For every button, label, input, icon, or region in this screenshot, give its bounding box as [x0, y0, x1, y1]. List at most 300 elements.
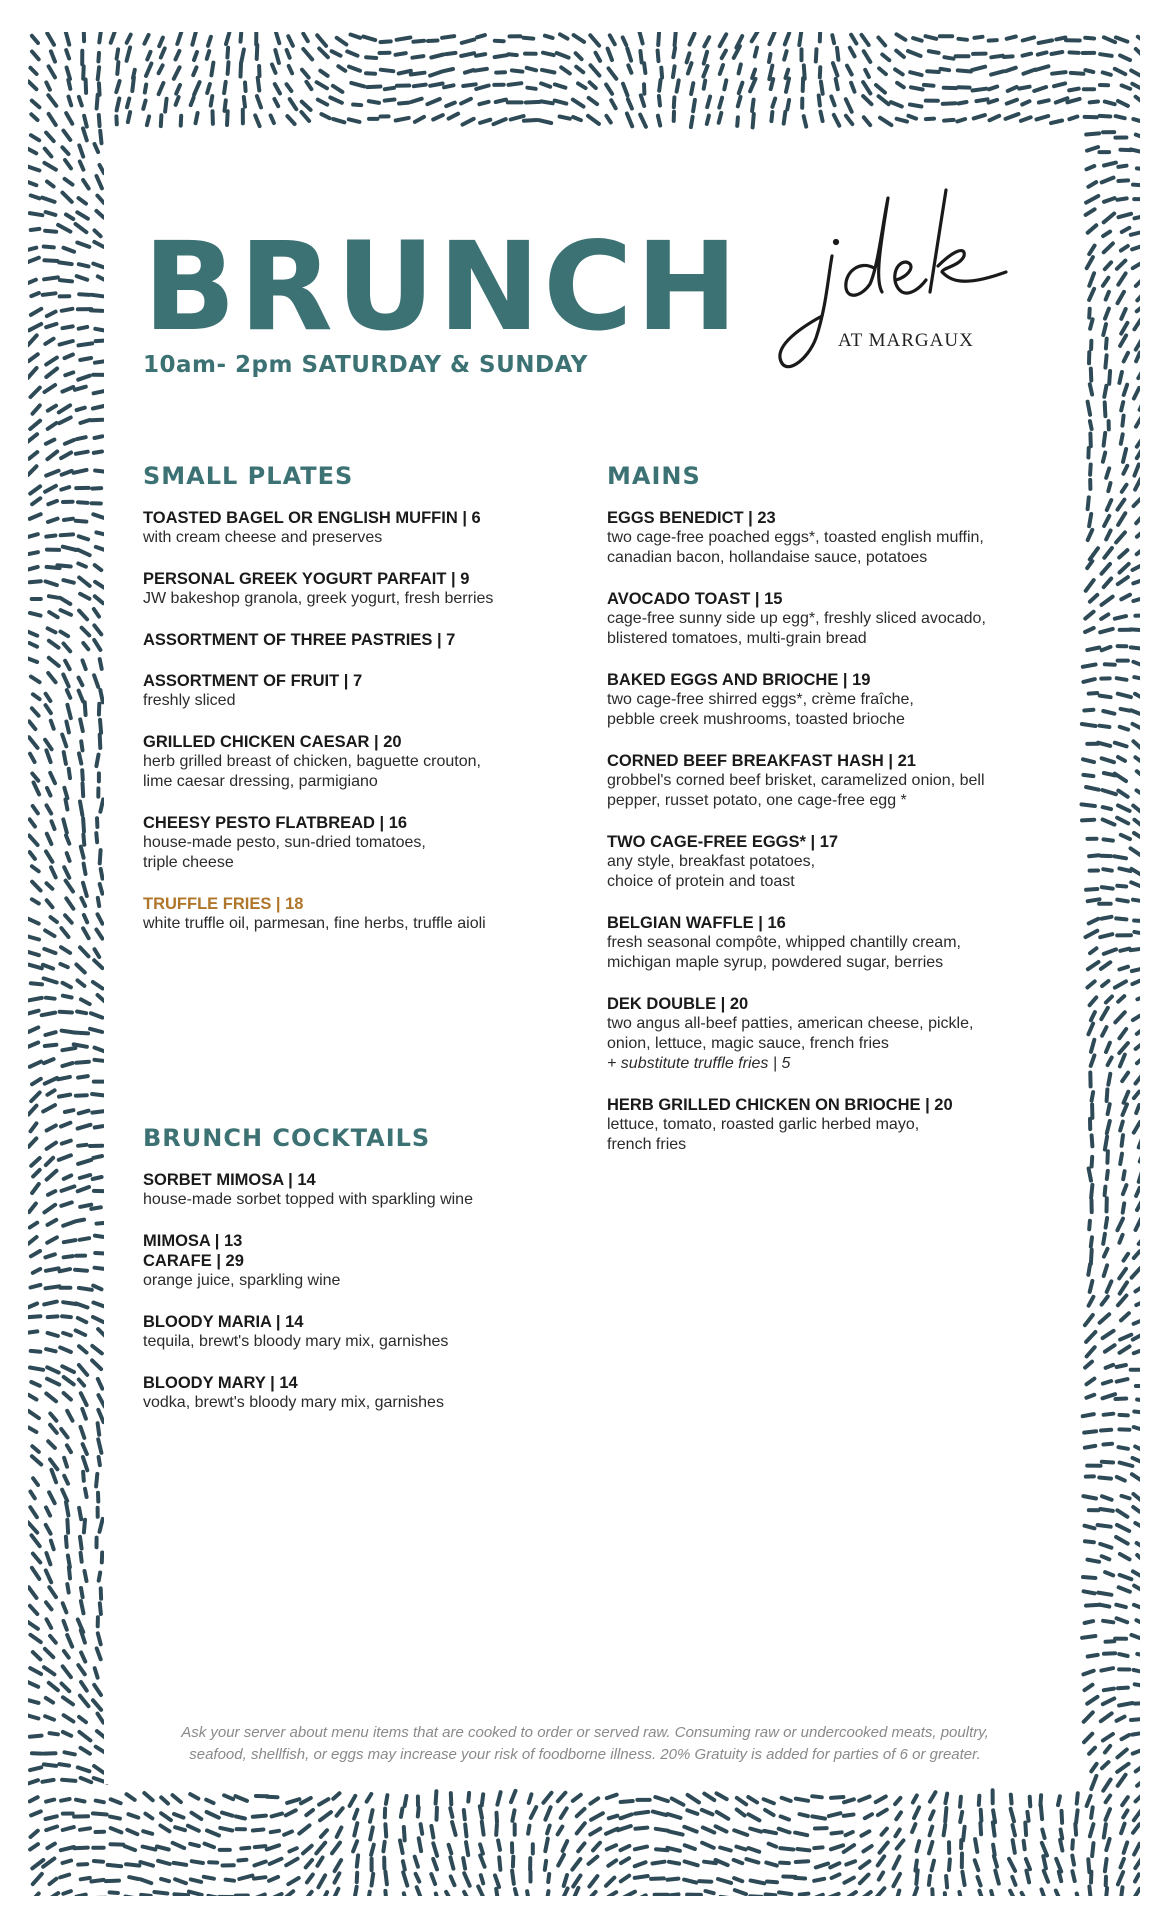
pattern-dash [1134, 921, 1140, 922]
pattern-dash [1104, 579, 1112, 588]
pattern-dash [812, 1816, 825, 1818]
pattern-dash [1089, 693, 1098, 694]
pattern-dash [44, 1302, 57, 1305]
pattern-dash [45, 1254, 55, 1257]
pattern-dash [63, 1222, 75, 1226]
pattern-dash [1107, 1151, 1108, 1163]
pattern-dash [980, 1823, 981, 1834]
pattern-dash [577, 1823, 585, 1833]
pattern-dash [1107, 500, 1112, 510]
pattern-dash [1071, 73, 1084, 74]
pattern-dash [830, 1863, 839, 1867]
pattern-dash [63, 1603, 67, 1612]
pattern-dash [1135, 694, 1140, 699]
pattern-dash [1092, 1092, 1094, 1101]
pattern-dash [1086, 196, 1098, 203]
pattern-dash [677, 80, 679, 91]
pattern-dash [404, 1827, 405, 1840]
pattern-dash [1086, 931, 1098, 937]
pattern-dash [59, 418, 70, 424]
pattern-dash [685, 1845, 695, 1849]
pattern-dash [28, 1011, 39, 1014]
pattern-dash [94, 452, 102, 453]
pattern-dash [1120, 1122, 1123, 1131]
pattern-dash [848, 1892, 856, 1896]
pattern-dash [176, 97, 179, 105]
pattern-dash [32, 1894, 38, 1897]
pattern-dash [596, 53, 601, 61]
pattern-dash [66, 898, 73, 908]
pattern-dash [590, 1829, 600, 1835]
pattern-dash [76, 1220, 84, 1222]
pattern-dash [228, 62, 229, 74]
pattern-dash [69, 1567, 70, 1578]
pattern-dash [497, 1792, 500, 1804]
pattern-dash [335, 1873, 340, 1882]
pattern-dash [62, 387, 73, 392]
pattern-dash [31, 1158, 40, 1166]
pattern-dash [60, 1875, 69, 1878]
pattern-dash [991, 1891, 993, 1896]
pattern-dash [419, 1838, 421, 1851]
pattern-dash [46, 536, 55, 537]
pattern-dash [717, 1812, 729, 1819]
pattern-dash [1116, 1399, 1127, 1400]
pattern-dash [287, 84, 292, 91]
pattern-dash [1118, 273, 1125, 284]
pattern-dash [1133, 1750, 1140, 1753]
pattern-dash [75, 387, 86, 390]
pattern-dash [688, 1795, 699, 1803]
pattern-dash [780, 1848, 793, 1849]
pattern-dash [1102, 597, 1113, 605]
pattern-dash [30, 1635, 40, 1642]
pattern-dash [1122, 85, 1131, 88]
pattern-dash [591, 1813, 603, 1820]
pattern-dash [28, 368, 37, 378]
pattern-dash [79, 327, 88, 329]
pattern-dash [381, 41, 391, 42]
pattern-dash [29, 1027, 39, 1032]
pattern-dash [691, 83, 693, 94]
pattern-dash [74, 1044, 87, 1046]
pattern-dash [161, 48, 165, 57]
pattern-dash [1136, 1044, 1140, 1049]
pattern-dash [1067, 99, 1079, 102]
pattern-dash [1123, 1104, 1128, 1115]
pattern-dash [1090, 1824, 1094, 1836]
pattern-dash [93, 1813, 107, 1814]
pattern-dash [609, 1816, 618, 1819]
pattern-dash [1052, 52, 1063, 54]
pattern-dash [49, 596, 58, 598]
pattern-dash [623, 38, 627, 46]
pattern-dash [59, 1155, 71, 1160]
pattern-dash [30, 213, 43, 215]
section-title-small-plates: SMALL PLATES [143, 462, 354, 490]
pattern-dash [1104, 214, 1115, 223]
pattern-dash [687, 1810, 697, 1814]
pattern-dash [1100, 696, 1111, 698]
pattern-dash [574, 1888, 578, 1896]
pattern-dash [1134, 1586, 1140, 1591]
pattern-dash [573, 100, 584, 107]
pattern-dash [784, 112, 786, 124]
pattern-dash [1092, 1843, 1093, 1856]
pattern-dash [33, 1478, 38, 1485]
pattern-dash [62, 1316, 71, 1317]
pattern-dash [880, 1843, 888, 1853]
pattern-dash [640, 115, 646, 127]
pattern-dash [943, 103, 956, 104]
pattern-dash [31, 388, 40, 397]
pattern-dash [1007, 37, 1016, 39]
pattern-dash [482, 1794, 483, 1805]
pattern-dash [929, 1842, 932, 1853]
pattern-dash [49, 1492, 55, 1503]
pattern-dash [50, 773, 55, 783]
pattern-dash [1083, 775, 1093, 776]
pattern-dash [1085, 1526, 1095, 1529]
pattern-dash [77, 243, 89, 247]
pattern-dash [1084, 1591, 1095, 1593]
pattern-dash [929, 1876, 930, 1885]
pattern-dash [1106, 1839, 1109, 1850]
pattern-dash [1119, 214, 1132, 217]
pattern-dash [32, 1079, 41, 1085]
pattern-dash [573, 117, 581, 120]
pattern-dash [1120, 1554, 1130, 1559]
footer-disclaimer: Ask your server about menu items that are cooked to order or served raw. Consuming raw or undercooked meats, poultry, seafood, shellfish, or eggs may increase your risk of foodborne illness. 20% Gratuity is added for parties of 6 or greater. [181, 1724, 989, 1763]
pattern-dash [62, 1141, 71, 1144]
pattern-dash [1085, 38, 1094, 39]
pattern-dash [1103, 232, 1110, 237]
pattern-dash [239, 1876, 252, 1879]
pattern-dash [106, 1881, 119, 1882]
pattern-dash [1086, 209, 1095, 215]
pattern-dash [1090, 997, 1097, 1005]
pattern-dash [272, 1894, 282, 1896]
pattern-dash [321, 114, 329, 118]
pattern-dash [211, 63, 213, 76]
pattern-dash [317, 82, 327, 88]
pattern-dash [255, 115, 259, 126]
pattern-dash [1106, 292, 1109, 300]
pattern-dash [831, 97, 834, 106]
pattern-dash [96, 930, 102, 939]
pattern-dash [1091, 1776, 1096, 1789]
pattern-dash [1087, 1379, 1095, 1385]
pattern-dash [1133, 741, 1140, 748]
pattern-dash [46, 1286, 60, 1288]
pattern-dash [91, 1880, 103, 1882]
pattern-dash [1134, 1122, 1140, 1133]
pattern-dash [254, 1862, 265, 1866]
pattern-dash [1136, 1792, 1141, 1801]
pattern-dash [94, 960, 102, 968]
pattern-dash [147, 116, 149, 125]
pattern-dash [1134, 1605, 1140, 1608]
pattern-dash [254, 1877, 266, 1878]
pattern-dash [91, 1207, 101, 1209]
pattern-dash [1102, 564, 1111, 574]
pattern-dash [609, 68, 617, 78]
pattern-dash [32, 1568, 39, 1579]
pattern-dash [1131, 848, 1141, 856]
pattern-dash [1121, 709, 1130, 711]
pattern-dash [67, 1584, 68, 1592]
pattern-dash [1091, 1185, 1092, 1198]
pattern-dash [1124, 1254, 1129, 1261]
pattern-dash [78, 376, 90, 380]
pattern-dash [1135, 757, 1140, 765]
pattern-dash [65, 179, 73, 185]
pattern-dash [929, 51, 939, 53]
pattern-dash [64, 788, 67, 798]
menu-item-name: CORNED BEEF BREAKFAST HASH | 21 [607, 752, 916, 770]
pattern-dash [78, 1076, 88, 1078]
pattern-dash [61, 632, 69, 637]
pattern-dash [1134, 1844, 1140, 1855]
pattern-dash [61, 610, 72, 615]
pattern-dash [1123, 1203, 1125, 1212]
pattern-dash [653, 1812, 666, 1816]
pattern-dash [1120, 1463, 1133, 1466]
pattern-dash [1121, 1859, 1124, 1868]
pattern-dash [1137, 996, 1140, 999]
pattern-dash [819, 96, 820, 106]
pattern-dash [1136, 1074, 1141, 1084]
pattern-dash [83, 818, 84, 831]
pattern-dash [1088, 1024, 1093, 1035]
pattern-dash [1091, 1055, 1095, 1066]
pattern-dash [47, 1237, 57, 1242]
pattern-dash [79, 536, 88, 539]
pattern-dash [61, 1123, 70, 1127]
pattern-dash [64, 1240, 76, 1242]
pattern-dash [272, 1814, 282, 1817]
pattern-dash [1088, 1655, 1098, 1657]
pattern-dash [1090, 102, 1098, 103]
pattern-dash [79, 578, 90, 586]
pattern-dash [399, 71, 411, 74]
pattern-dash [1132, 869, 1141, 876]
pattern-dash [1104, 243, 1113, 252]
pattern-dash [1091, 1764, 1096, 1772]
pattern-dash [1103, 820, 1115, 825]
pattern-dash [100, 1519, 103, 1532]
pattern-dash [31, 293, 39, 296]
pattern-dash [174, 1863, 187, 1865]
menu-item-name: BAKED EGGS AND BRIOCHE | 19 [607, 671, 871, 689]
pattern-dash [47, 1126, 56, 1131]
menu-item-description: any style, breakfast potatoes, choice of protein and toast [607, 853, 816, 890]
pattern-dash [30, 1668, 41, 1674]
menu-item-description: cage-free sunny side up egg*, freshly sliced avocado, blistered tomatoes, multi-grain bread [607, 610, 986, 647]
pattern-dash [1136, 49, 1140, 57]
pattern-dash [29, 1204, 36, 1213]
pattern-dash [30, 421, 40, 429]
pattern-dash [832, 35, 834, 43]
pattern-dash [1134, 1412, 1140, 1414]
pattern-dash [46, 1349, 56, 1351]
pattern-dash [63, 983, 71, 988]
pattern-dash [1084, 1734, 1092, 1743]
pattern-dash [1091, 369, 1092, 381]
menu-item-name: GRILLED CHICKEN CAESAR | 20 [143, 733, 402, 751]
pattern-dash [589, 1857, 598, 1864]
pattern-dash [1121, 434, 1123, 444]
pattern-dash [674, 97, 675, 107]
pattern-dash [1058, 1796, 1060, 1805]
pattern-dash [1134, 1427, 1140, 1430]
pattern-dash [29, 998, 42, 1000]
pattern-dash [543, 53, 554, 55]
pattern-dash [61, 1799, 70, 1801]
pattern-dash [51, 721, 54, 729]
pattern-dash [1101, 614, 1108, 619]
pattern-dash [67, 1445, 71, 1452]
pattern-dash [958, 70, 971, 71]
menu-item [143, 1231, 583, 1291]
pattern-dash [29, 324, 41, 330]
menu-item-name: HERB GRILLED CHICKEN ON BRIOCHE | 20 [607, 1096, 953, 1114]
pattern-dash [1085, 1315, 1093, 1325]
pattern-dash [780, 1863, 789, 1864]
pattern-dash [333, 119, 344, 122]
pattern-dash [257, 45, 258, 59]
pattern-dash [1119, 1654, 1127, 1656]
pattern-dash [97, 95, 98, 109]
pattern-dash [161, 115, 162, 126]
pattern-dash [1118, 791, 1127, 797]
pattern-dash [49, 114, 56, 125]
pattern-dash [1082, 804, 1095, 806]
pattern-dash [47, 452, 57, 460]
pattern-dash [846, 1861, 855, 1864]
pattern-dash [63, 819, 67, 832]
pattern-dash [959, 39, 968, 40]
pattern-dash [558, 1855, 564, 1866]
pattern-dash [32, 1184, 39, 1193]
pattern-dash [1104, 1824, 1106, 1837]
pattern-dash [144, 35, 148, 44]
pattern-dash [621, 1876, 629, 1882]
pattern-dash [1039, 40, 1052, 43]
pattern-dash [479, 102, 488, 104]
pattern-dash [98, 1379, 103, 1389]
pattern-dash [78, 1767, 90, 1771]
pattern-dash [46, 358, 57, 365]
pattern-dash [28, 1138, 36, 1147]
pattern-dash [125, 1846, 136, 1850]
pattern-dash [851, 83, 854, 92]
pattern-dash [769, 33, 774, 45]
pattern-dash [1133, 119, 1140, 121]
pattern-dash [1086, 133, 1099, 134]
pattern-dash [1104, 516, 1109, 526]
pattern-dash [159, 38, 163, 47]
menu-item-name: TRUFFLE FRIES | 18 [143, 895, 304, 913]
pattern-dash [1117, 900, 1128, 902]
pattern-dash [1103, 1444, 1112, 1445]
pattern-dash [608, 1892, 616, 1896]
pattern-dash [347, 51, 357, 55]
menu-item [143, 671, 583, 711]
pattern-dash [1133, 806, 1140, 814]
pattern-dash [1102, 981, 1108, 986]
pattern-dash [65, 1110, 74, 1112]
pattern-dash [496, 1889, 497, 1896]
pattern-dash [527, 88, 535, 89]
pattern-dash [52, 821, 55, 829]
pattern-dash [1118, 757, 1125, 761]
pattern-dash [1087, 257, 1093, 268]
pattern-dash [1135, 479, 1140, 490]
pattern-dash [83, 1444, 87, 1454]
pattern-dash [367, 1794, 372, 1802]
pattern-dash [974, 37, 982, 38]
pattern-dash [1022, 1893, 1027, 1896]
pattern-dash [926, 36, 937, 39]
pattern-dash [1099, 1478, 1111, 1479]
pattern-dash [127, 47, 131, 60]
pattern-dash [1117, 198, 1126, 199]
pattern-dash [734, 1830, 747, 1835]
pattern-dash [949, 1859, 950, 1870]
pattern-dash [1089, 289, 1094, 300]
pattern-dash [319, 1799, 328, 1805]
pattern-dash [159, 65, 163, 73]
pattern-dash [497, 1813, 498, 1822]
pattern-dash [864, 51, 871, 62]
pattern-dash [64, 644, 71, 652]
menu-item-description: vodka, brewt's bloody mary mix, garnishes [143, 1394, 444, 1411]
pattern-dash [1138, 368, 1140, 378]
pattern-dash [99, 83, 100, 95]
pattern-dash [593, 1843, 600, 1851]
pattern-dash [463, 84, 476, 86]
pattern-dash [63, 580, 73, 583]
pattern-dash [32, 899, 39, 903]
pattern-dash [1137, 1400, 1140, 1401]
pattern-dash [62, 309, 73, 311]
pattern-dash [306, 1860, 312, 1867]
pattern-dash [1091, 1012, 1095, 1020]
pattern-dash [400, 1841, 403, 1854]
pattern-dash [1131, 948, 1140, 950]
pattern-dash [337, 1828, 342, 1837]
pattern-dash [975, 1860, 979, 1870]
pattern-dash [78, 1864, 87, 1865]
pattern-dash [32, 1456, 41, 1464]
pattern-dash [1054, 83, 1065, 86]
pattern-dash [79, 1346, 87, 1352]
pattern-dash [1118, 577, 1128, 584]
pattern-dash [724, 80, 726, 89]
pattern-dash [1041, 1805, 1042, 1819]
menu-item [607, 670, 1047, 730]
pattern-dash [1083, 1671, 1093, 1675]
pattern-dash [60, 1347, 71, 1352]
pattern-dash [908, 51, 921, 56]
pattern-dash [60, 341, 73, 345]
pattern-dash [46, 82, 50, 89]
pattern-dash [63, 1333, 71, 1336]
pattern-dash [67, 1411, 72, 1421]
pattern-dash [1119, 1703, 1132, 1706]
pattern-dash [1138, 37, 1140, 43]
